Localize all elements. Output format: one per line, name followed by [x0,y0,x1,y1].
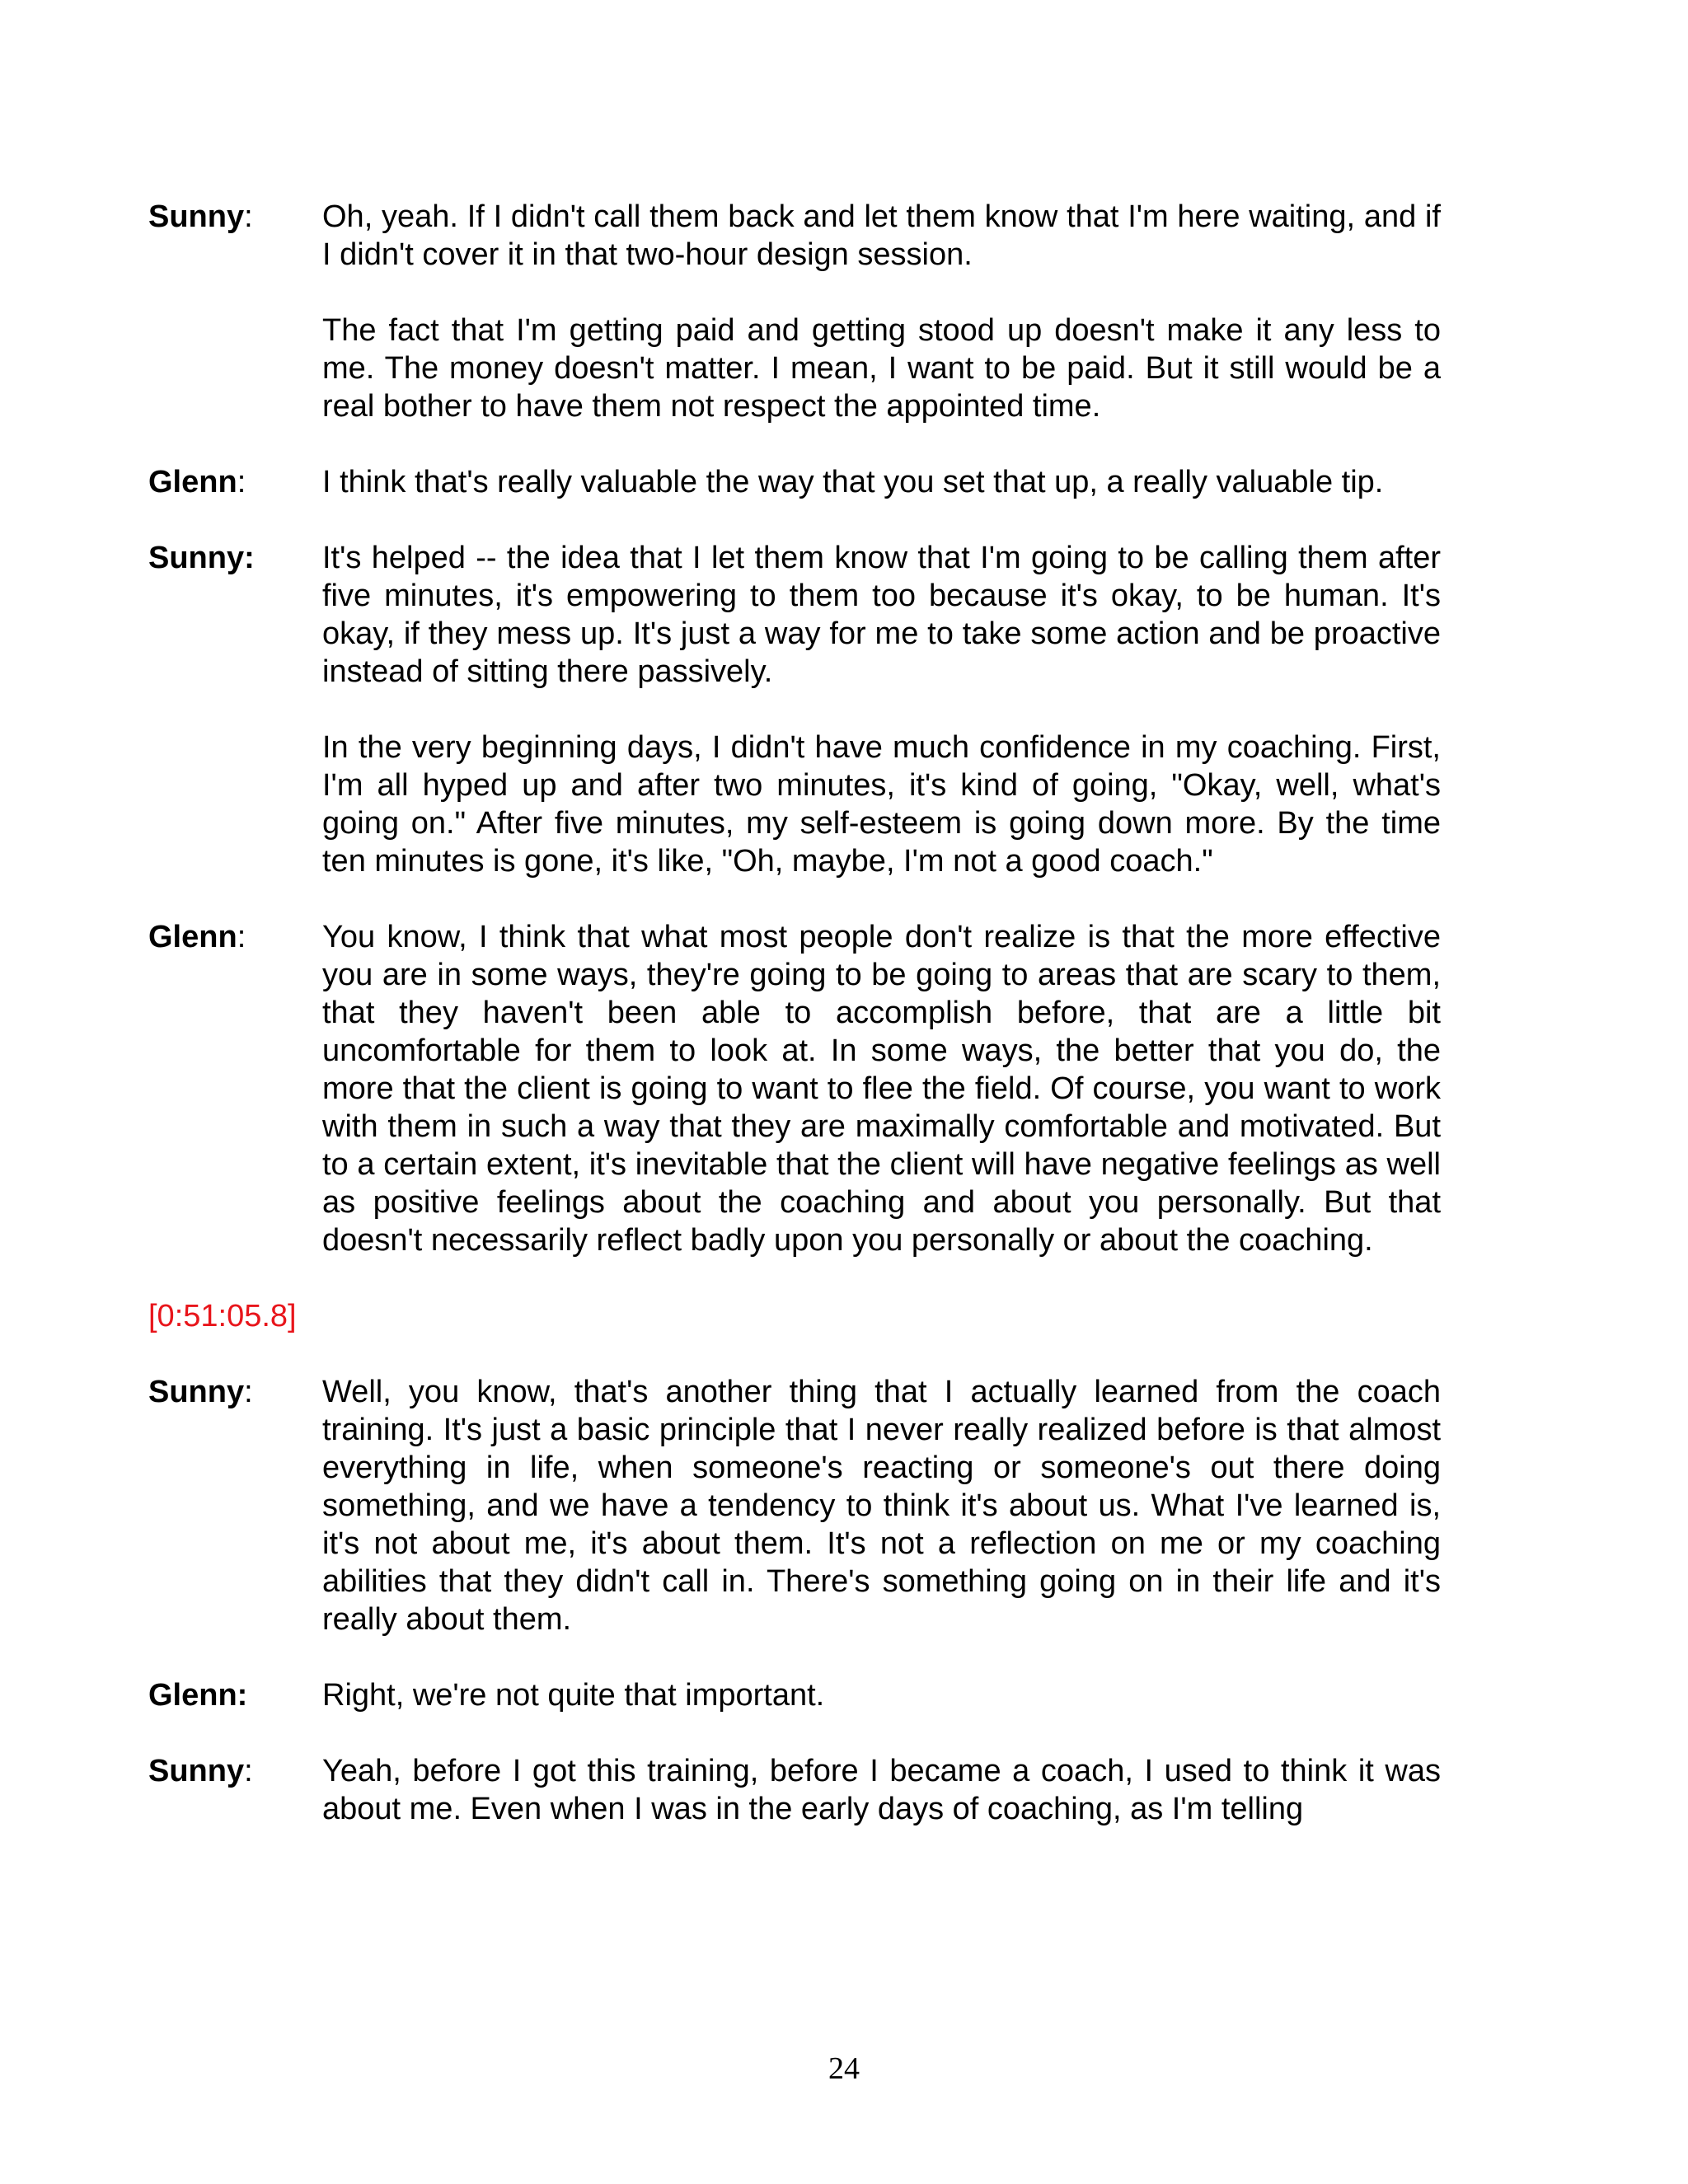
speaker-label [148,1752,321,1790]
speaker-label [148,1676,321,1714]
dialogue-entry [148,1373,1442,1638]
speaker-name: Glenn: [148,1678,248,1713]
speech-text [322,1752,1441,1828]
speech-paragraph: The fact that I'm getting paid and getting stood up doesn't make it any less to me. The money doesn't matter. I mean, I want to be paid. But it still would be a real bother to have them not respect the appointed time. [322,313,1441,424]
speaker-label [148,198,321,236]
speech-paragraph: Yeah, before I got this training, before I became a coach, I used to think it was about me. Even when I was in the early days of coaching, as I'm telling [322,1754,1441,1826]
speech-paragraph: I think that's really valuable the way that you set that up, a really valuable tip. [322,465,1384,499]
dialogue-entry [148,1752,1442,1828]
dialogue-entry [148,918,1442,1259]
speech-paragraph: In the very beginning days, I didn't have much confidence in my coaching. First, I'm all hyped up and after two minutes, it's kind of going, "Okay, well, what's going on." After five minutes, my self-esteem is going down more. By the time ten minutes is gone, it's like, "Oh, maybe, I'm not a good coach." [322,730,1441,879]
speech-text [322,198,1441,425]
speaker-name: Glenn [148,465,237,499]
speaker-name: Sunny [148,1754,245,1788]
speech-paragraph: It's helped -- the idea that I let them know that I'm going to be calling them after five minutes, it's empowering to them too because it's okay, to be human. It's okay, if they mess up. It's just a way for me to take some action and be proactive instead of sitting there passively. [322,541,1441,689]
speaker-label [148,539,321,577]
transcript-body [148,198,1442,1866]
speech-paragraph: You know, I think that what most people don't realize is that the more effective you are in some ways, they're going to be going to areas that are scary to them, that they haven't been able to accomplish before, that are a little bit uncomfortable for them to look at. In some ways, the better that you do, the more that the client is going to want to flee the field. Of course, you want to work with them in such a way that they are maximally comfortable and motivated. But to a certain extent, it's inevitable that the client will have negative feelings as well as positive feelings about the coaching and about you personally. But that doesn't necessarily reflect badly upon you personally or about the coaching. [322,920,1441,1258]
speech-paragraph: Oh, yeah. If I didn't call them back and let them know that I'm here waiting, and if I didn't cover it in that two-hour design session. [322,199,1441,272]
dialogue-entry [148,1676,1442,1714]
speaker-label [148,918,321,956]
speaker-separator: : [237,465,246,499]
speaker-name: Sunny [148,1375,245,1409]
speech-text [322,463,1441,501]
dialogue-entry [148,539,1442,880]
dialogue-entry [148,463,1442,501]
speech-text [322,918,1441,1259]
speaker-separator: : [244,1754,253,1788]
speaker-separator: : [244,1375,253,1409]
speaker-separator: : [244,199,253,234]
speech-text [322,1373,1441,1638]
speech-text [322,1676,1441,1714]
speaker-label [148,463,321,501]
speaker-name: Glenn [148,920,237,954]
speaker-label [148,1373,321,1411]
speaker-name: Sunny [148,199,245,234]
page-number: 24 [828,2051,860,2086]
speech-paragraph: Well, you know, that's another thing that I actually learned from the coach training. It's just a basic principle that I never really realized before is that almost everything in life, when someone's reacting or someone's out there doing something, and we have a tendency to think it's about us. What I've learned is, it's not about me, it's about them. It's not a reflection on me or my coaching abilities that they didn't call in. There's something going on in their life and it's really about them. [322,1375,1441,1637]
timestamp-marker: [0:51:05.8] [148,1299,297,1333]
speech-paragraph: Right, we're not quite that important. [322,1678,825,1713]
dialogue-entry [148,198,1442,425]
speaker-separator: : [237,920,246,954]
speech-text [322,539,1441,880]
speaker-name: Sunny: [148,541,255,575]
